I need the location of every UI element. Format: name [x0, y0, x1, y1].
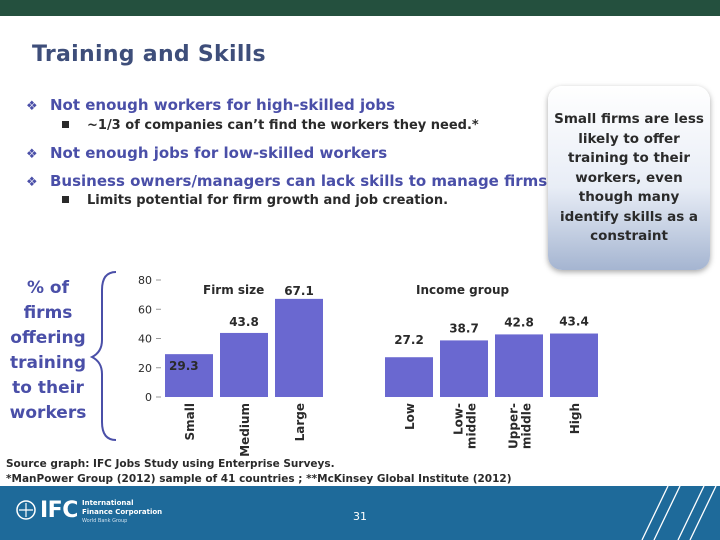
diamond-bullet-icon: ❖ [26, 147, 38, 162]
source-line-1: Source graph: IFC Jobs Study using Enterprise Surveys. [6, 458, 335, 470]
page-number: 31 [353, 510, 367, 523]
category-label: Large [293, 403, 307, 442]
bar-value-label: 29.3 [169, 359, 199, 374]
category-label: Low [403, 403, 417, 430]
bullet-3-sub-text: Limits potential for firm growth and job creation. [87, 193, 449, 208]
category-label: Medium [238, 403, 252, 457]
callout-text: Small firms are less likely to offer training to their workers, even though many identify skills as a constraint [554, 111, 704, 244]
footer-stripes-decoration [620, 486, 720, 540]
y-tick-label: 60 [138, 303, 152, 317]
footer-bar [0, 486, 720, 540]
bar-value-label: 43.4 [559, 314, 589, 329]
logo-name: International Finance Corporation [82, 499, 163, 516]
group-label: Income group [416, 283, 510, 297]
logo-group: World Bank Group [82, 518, 128, 524]
curly-brace [92, 272, 116, 440]
category-label: Small [183, 403, 197, 441]
y-tick-label: 20 [138, 361, 152, 375]
category-label: middle [519, 403, 534, 450]
y-tick-label: 80 [138, 274, 152, 287]
category-label: middle [464, 403, 479, 450]
chart-side-label: % of firms offering training to their workers [9, 278, 87, 423]
diamond-bullet-icon: ❖ [26, 99, 38, 114]
bar [495, 334, 543, 397]
source-notes [6, 457, 512, 487]
source-line-2: *ManPower Group (2012) sample of 41 countries ; **McKinsey Global Institute (2012) [6, 473, 512, 485]
diamond-bullet-icon: ❖ [26, 175, 38, 190]
bullet-1-sub-text: ~1/3 of companies can’t find the workers they need.* [87, 118, 479, 133]
bar-value-label: 42.8 [504, 315, 534, 330]
y-tick-label: 40 [138, 332, 152, 346]
bar-value-label: 38.7 [449, 321, 479, 336]
bar [385, 357, 433, 397]
group-label: Firm size [203, 283, 265, 297]
logo-text: IFC [40, 498, 78, 523]
bar [550, 334, 598, 397]
bar-value-label: 27.2 [394, 333, 424, 348]
category-label: High [568, 403, 582, 435]
slide-title: Training and Skills [32, 42, 266, 67]
category-label: Low- [451, 403, 466, 435]
bar [275, 299, 323, 397]
bar-value-label: 67.1 [284, 283, 314, 298]
bullet-2-text: Not enough jobs for low-skilled workers [50, 144, 388, 162]
ifc-logo-icon [16, 500, 36, 520]
bullet-3-text: Business owners/managers can lack skills to manage firms [50, 172, 548, 190]
bar-value-label: 43.8 [229, 314, 259, 329]
bullet-1-text: Not enough workers for high-skilled jobs [50, 96, 396, 114]
y-tick-label: 0 [145, 391, 152, 404]
bar [440, 340, 488, 397]
bar [220, 333, 268, 397]
category-label: Upper- [506, 403, 521, 449]
